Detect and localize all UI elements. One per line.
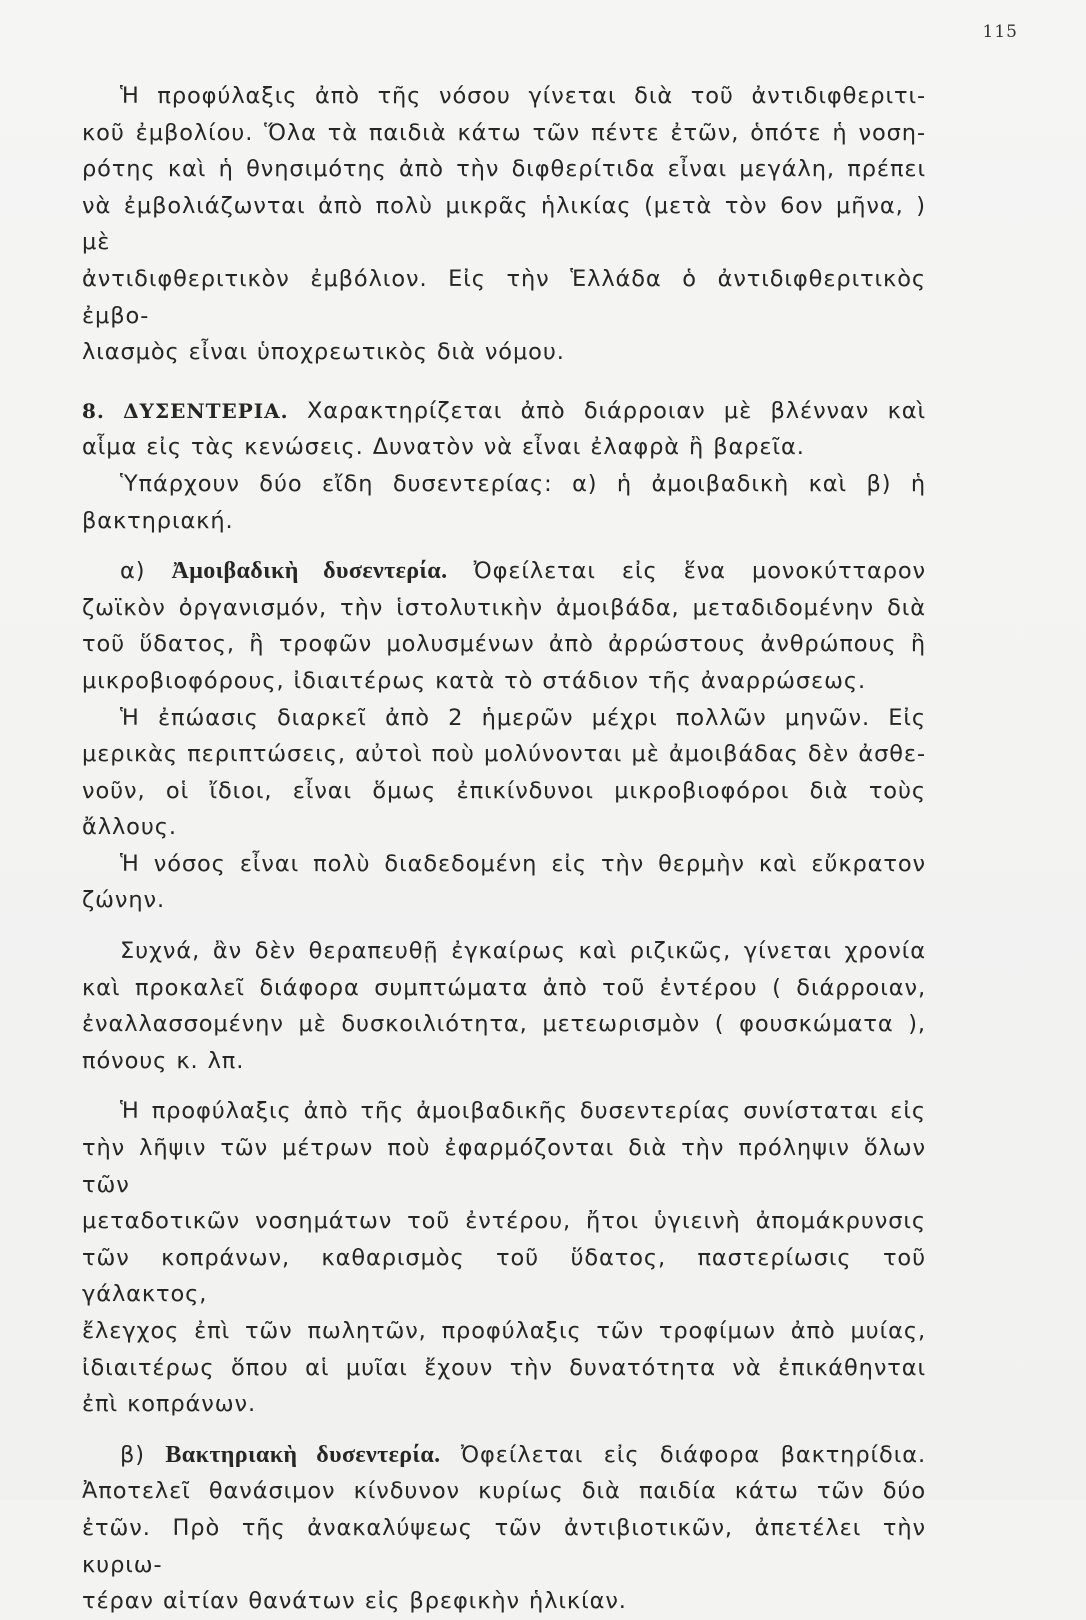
text-line: κοῦ ἐμβολίου. Ὅλα τὰ παιδιὰ κάτω τῶν πέντε ἐτῶν, ὁπότε ἡ νοση- <box>82 119 926 146</box>
page-number: 115 <box>982 22 1018 42</box>
paragraph-dysentery-intro <box>82 393 926 466</box>
text-line: λιασμὸς εἶναι ὑποχρεωτικὸς διὰ νόμου. <box>82 339 565 366</box>
text-line: ζώνην. <box>82 887 166 914</box>
text-line: Συχνά, ἂν δὲν θεραπευθῇ ἐγκαίρως καὶ ριζικῶς, γίνεται χρονία <box>120 938 926 965</box>
text-line: ἐτῶν. Πρὸ τῆς ἀνακαλύψεως τῶν ἀντιβιοτικῶν, ἀπετέλει τὴν κυριω- <box>82 1514 926 1578</box>
text-run: Χαρακτηρίζεται ἀπὸ διάρροιαν μὲ βλένναν καὶ <box>288 397 926 424</box>
text-line: Ὑπάρχουν δύο εἴδη δυσεντερίας: α) ἡ ἀμοιβαδικὴ καὶ β) ἡ <box>120 470 926 497</box>
text-line: ἔλεγχος ἐπὶ τῶν πωλητῶν, προφύλαξις τῶν τροφίμων ἀπὸ μυίας, <box>82 1318 926 1344</box>
paragraph-chronic <box>82 933 926 1079</box>
text-line: ἐπὶ κοπράνων. <box>82 1391 256 1418</box>
text-line <box>82 1437 926 1474</box>
paragraph-incubation <box>82 700 926 846</box>
text-line: νοῦν, οἱ ἴδιοι, εἶναι ὅμως ἐπικίνδυνοι μικροβιοφόροι διὰ τοὺς ἄλλους. <box>82 777 926 841</box>
text-line: μερικὰς περιπτώσεις, αὐτοὶ ποὺ μολύνονται μὲ ἀμοιβάδας δὲν ἀσθε- <box>82 741 926 768</box>
text-line: ἀντιδιφθεριτικὸν ἐμβόλιον. Εἰς τὴν Ἑλλάδα ὁ ἀντιδιφθεριτικὸς ἐμβο- <box>82 265 926 329</box>
text-line: ἰδιαιτέρως ὅπου αἱ μυῖαι ἔχουν τὴν δυνατότητα νὰ ἐπικάθηνται <box>82 1354 926 1381</box>
subsection-heading: Ἀμοιβαδικὴ δυσεντερία. <box>171 558 448 585</box>
text-line: Ἀποτελεῖ θανάσιμον κίνδυνον κυρίως διὰ παιδία κάτω τῶν δύο <box>82 1478 926 1505</box>
paragraph-diphtheria-prevention <box>82 78 926 371</box>
text-line: μεταδοτικῶν νοσημάτων τοῦ ἐντέρου, ἤτοι ὑγιεινὴ ἀπομάκρυνσις <box>82 1208 926 1235</box>
paragraph-distribution <box>82 846 926 919</box>
text-line: νὰ ἐμβολιάζωνται ἀπὸ πολὺ μικρᾶς ἡλικίας (μετὰ τὸν 6ον μῆνα, ) μὲ <box>82 192 926 256</box>
text-line: πόνους κ. λπ. <box>82 1047 245 1074</box>
text-run: Ὀφείλεται εἰς διάφορα βακτηρίδια. <box>440 1441 926 1468</box>
text-line <box>82 393 926 430</box>
paragraph-amoebic-prevention <box>82 1093 926 1422</box>
paragraph-bacterial-dysentery <box>82 1437 926 1620</box>
text-line: ρότης καὶ ἡ θνησιμότης ἀπὸ τὴν διφθερίτιδα εἶναι μεγάλη, πρέπει <box>82 156 926 183</box>
text-line: βακτηριακή. <box>82 507 234 534</box>
text-line: αἷμα εἰς τὰς κενώσεις. Δυνατὸν νὰ εἶναι ἐλαφρὰ ἢ βαρεῖα. <box>82 434 805 461</box>
text-line: τέραν αἰτίαν θανάτων εἰς βρεφικὴν ἡλικίαν. <box>82 1588 627 1615</box>
paragraph-amoebic-dysentery <box>82 553 926 699</box>
text-line: τοῦ ὕδατος, ἢ τροφῶν μολυσμένων ἀπὸ ἀρρώστους ἀνθρώπους ἢ <box>82 631 926 658</box>
text-line: Ἡ προφύλαξις ἀπὸ τῆς νόσου γίνεται διὰ τοῦ ἀντιδιφθεριτι- <box>120 83 926 109</box>
text-line: ζωϊκὸν ὀργανισμόν, τὴν ἱστολυτικὴν ἀμοιβάδα, μεταδιδομένην διὰ <box>82 594 926 621</box>
text-run: Ὀφείλεται εἰς ἕνα μονοκύτταρον <box>447 558 927 585</box>
list-marker: β) <box>120 1441 166 1468</box>
text-line: ἐναλλασσομένην μὲ δυσκοιλιότητα, μετεωρισμὸν ( φουσκώματα ), <box>82 1011 926 1038</box>
text-line: τῶν κοπράνων, καθαρισμὸς τοῦ ὕδατος, παστερίωσις τοῦ γάλακτος, <box>82 1244 926 1308</box>
text-line: Ἡ νόσος εἶναι πολὺ διαδεδομένη εἰς τὴν θερμὴν καὶ εὔκρατον <box>120 850 926 877</box>
text-line: καὶ προκαλεῖ διάφορα συμπτώματα ἀπὸ τοῦ ἐντέρου ( διάρροιαν, <box>82 974 926 1001</box>
paragraph-dysentery-types <box>82 466 926 539</box>
text-line: μικροβιοφόρους, ἰδιαιτέρως κατὰ τὸ στάδιον τῆς ἀναρρώσεως. <box>82 667 867 694</box>
text-line: Ἡ προφύλαξις ἀπὸ τῆς ἀμοιβαδικῆς δυσεντερίας συνίσταται εἰς <box>120 1098 926 1125</box>
section-heading: 8. ΔΥΣΕΝΤΕΡΙΑ. <box>82 398 289 423</box>
body-text <box>82 78 926 1620</box>
list-marker: α) <box>120 558 172 585</box>
text-line <box>82 553 926 590</box>
subsection-heading: Βακτηριακὴ δυσεντερία. <box>165 1441 441 1468</box>
text-line: τὴν λῆψιν τῶν μέτρων ποὺ ἐφαρμόζονται διὰ τὴν πρόληψιν ὅλων τῶν <box>82 1135 926 1198</box>
text-line: Ἡ ἐπώασις διαρκεῖ ἀπὸ 2 ἡμερῶν μέχρι πολλῶν μηνῶν. Εἰς <box>120 704 926 731</box>
